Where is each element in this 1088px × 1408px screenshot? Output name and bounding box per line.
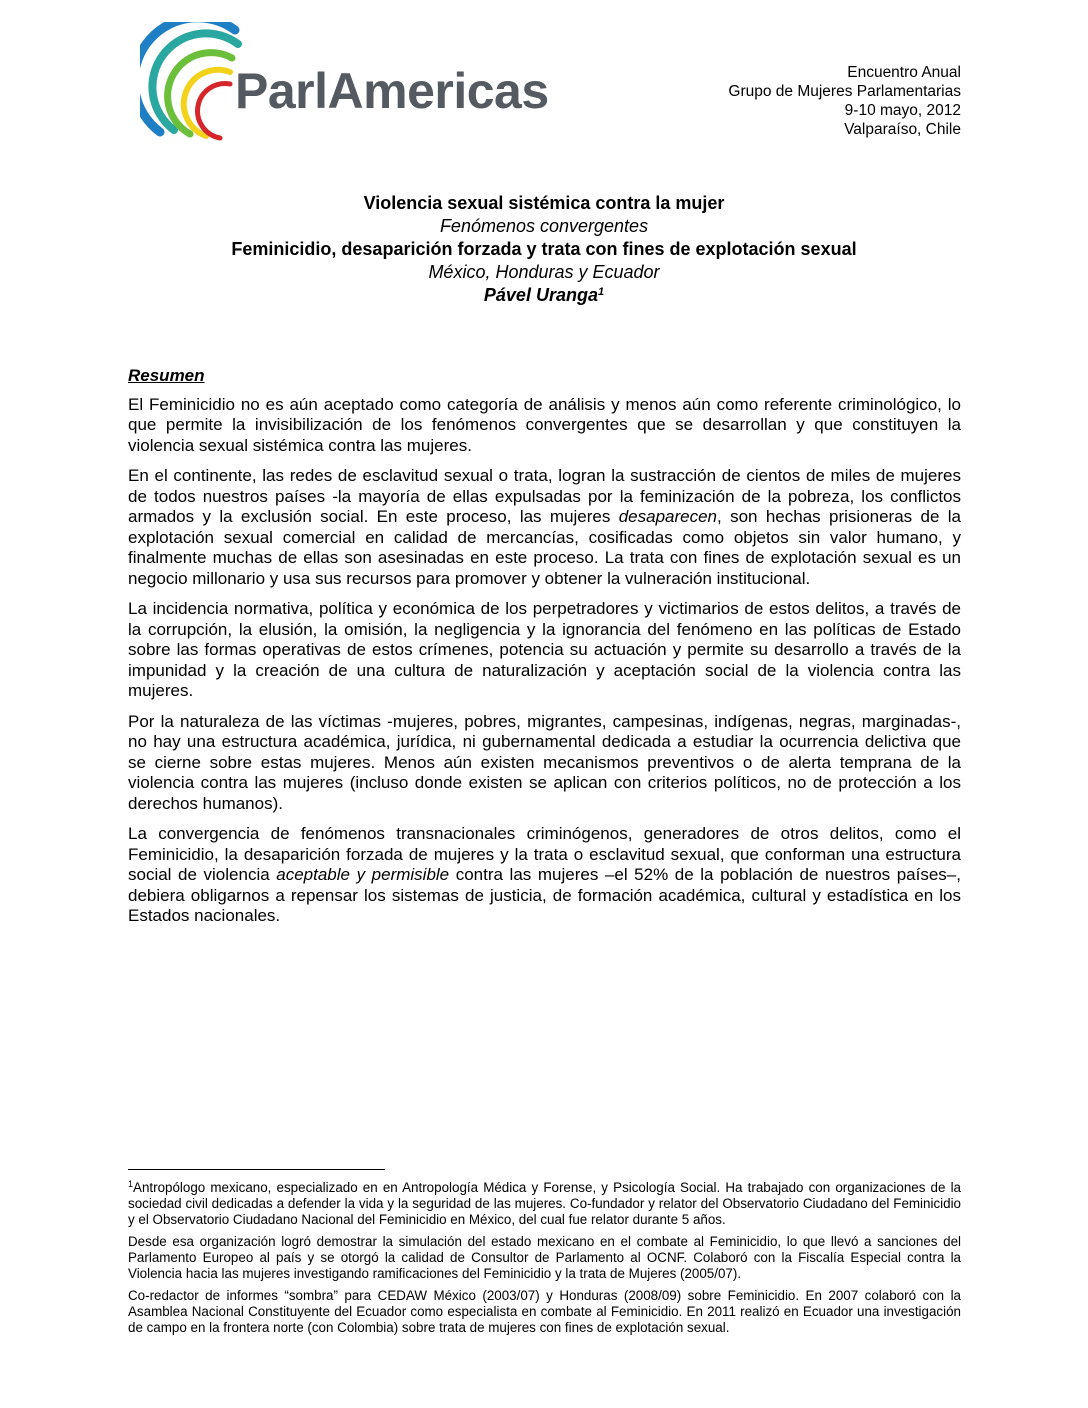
emphasis: aceptable y permisible	[276, 865, 450, 884]
footnote-ref: 1	[597, 286, 605, 298]
logo-wordmark: ParlAmericas	[235, 63, 549, 119]
emphasis: desaparecen	[618, 507, 718, 526]
paragraph: El Feminicidio no es aún aceptado como categoría de análisis y menos aún como referente criminológico, lo que permite la invisibilización de los fenómenos convergentes que se desarrollan y que constituyen la violencia sexual sistémica contra las mujeres.	[128, 394, 961, 455]
footnote-separator	[128, 1169, 385, 1170]
event-line: Valparaíso, Chile	[844, 121, 961, 138]
footnotes	[128, 1180, 961, 1342]
main-title: Violencia sexual sistémica contra la mujer	[363, 193, 725, 213]
event-line: 9-10 mayo, 2012	[844, 102, 961, 119]
abstract-section	[128, 366, 961, 937]
countries-subtitle: México, Honduras y Ecuador	[428, 262, 660, 282]
event-line: Grupo de Mujeres Parlamentarias	[728, 83, 961, 100]
paragraph: La incidencia normativa, política y económica de los perpetradores y victimarios de estos delitos, a través de la corrupción, la elusión, la omisión, la negligencia y la ignorancia del fenómeno en las políticas de Estado sobre las formas operativas de estos crímenes, potencia su actuación y permite su desarrollo a través de la impunidad y la creación de una cultura de naturalización y aceptación social de la violencia contra las mujeres.	[128, 599, 961, 700]
author-line	[128, 284, 960, 307]
section-heading: Resumen	[128, 366, 205, 385]
footnote-mark: 1	[128, 1179, 134, 1189]
footnote: Co-redactor de informes “sombra” para CEDAW México (2003/07) y Honduras (2008/09) sobre Feminicidio. En 2007 colaboró con la Asamblea Nacional Constituyente del Ecuador como especialista en combate al Feminicidio. En 2011 realizó en Ecuador una investigación de campo en la frontera norte (con Colombia) sobre trata de mujeres con fines de explotación sexual.	[128, 1288, 961, 1335]
paragraph: En el continente, las redes de esclavitud sexual o trata, logran la sustracción de cientos de miles de mujeres de todos nuestros países -la mayoría de ellas expulsadas por la feminización de la pobreza, los conflictos armados y la exclusión social. En este proceso, las mujeres desaparecen, son hechas prisioneras de la explotación sexual comercial en calidad de mercancías, cosificadas como objetos sin valor humano, y finalmente muchas de ellas son asesinadas en este proceso. La trata con fines de explotación sexual es un negocio millonario y usa sus recursos para promover y obtener la vulneración institucional.	[128, 466, 962, 588]
topic-title: Feminicidio, desaparición forzada y trata con fines de explotación sexual	[231, 239, 857, 259]
event-line: Encuentro Anual	[847, 64, 961, 81]
footnote: Desde esa organización logró demostrar la simulación del estado mexicano en el combate al Feminicidio, lo que llevó a sanciones del Parlamento Europeo al país y se otorgó la calidad de Consultor de Parlamento al OCNF. Colaboró con la Fiscalía Especial contra la Violencia hacia las mujeres investigando ramificaciones del Feminicidio y la trata de Mujeres (2005/07).	[128, 1234, 961, 1281]
paragraph: La convergencia de fenómenos transnacionales criminógenos, generadores de otros delitos, como el Feminicidio, la desaparición forzada de mujeres y la trata o esclavitud sexual, que conforman una estructura social de violencia aceptable y permisible contra las mujeres –el 52% de la población de nuestros países–, debiera obligarnos a repensar los sistemas de justicia, de formación académica, cultural y estadística en los Estados nacionales.	[128, 824, 961, 925]
footnote: $^1$Antropólogo mexicano, especializado en en Antropología Médica y Forense, y Psicología Social. Ha trabajado con organizaciones de la sociedad civil dedicadas a defender la vida y la seguridad de las mujeres. Co-fundador y relator del Observatorio Ciudadano del Feminicidio y el Observatorio Ciudadano Nacional del Feminicidio en México, del cual fue relator durante 5 años.	[128, 1179, 961, 1227]
title-block	[128, 192, 960, 307]
parlamericas-logo	[140, 22, 600, 152]
event-info	[728, 63, 961, 139]
subtitle: Fenómenos convergentes	[439, 216, 649, 236]
author-name: Pável Uranga	[483, 285, 598, 305]
paragraph: Por la naturaleza de las víctimas -mujeres, pobres, migrantes, campesinas, indígenas, negras, marginadas-, no hay una estructura académica, jurídica, ni gubernamental dedicada a estudiar la ocurrencia delictiva que se cierne sobre estas mujeres. Menos aún existen mecanismos preventivos o de alerta temprana de la violencia contra las mujeres (incluso donde existen se aplican con criterios políticos, no de protección a los derechos humanos).	[128, 711, 961, 813]
